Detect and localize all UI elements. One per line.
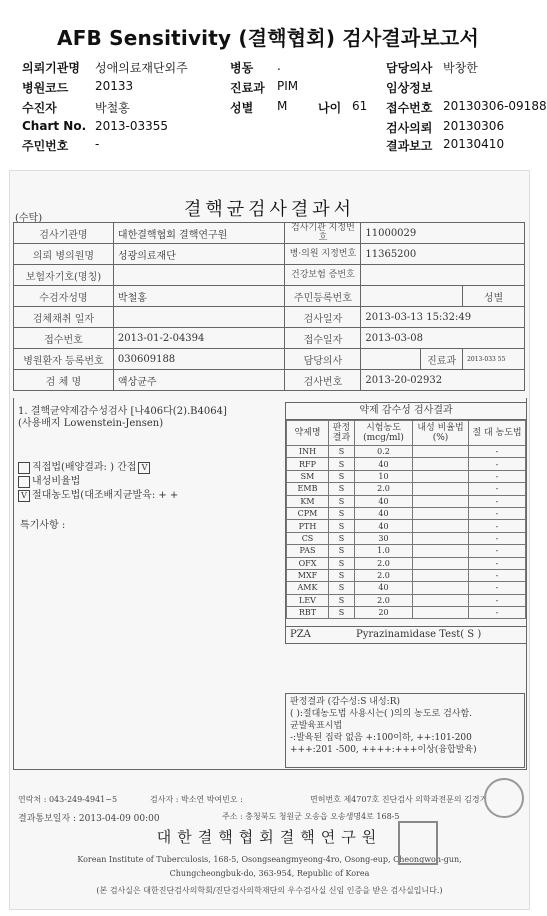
pza-label: PZA [290,629,311,640]
sens-header: 내성 비율법(%) [413,421,469,446]
sensitivity-cell: OFX [287,557,329,569]
official-seal-icon [398,821,438,865]
report-form-table [13,222,525,391]
sensitivity-cell: - [469,520,526,532]
sensitivity-cell: 20 [355,607,413,619]
label-receipt-number: 접수번호 [386,101,433,115]
sensitivity-cell [413,607,469,619]
sensitivity-row [287,569,526,581]
sensitivity-cell: - [469,582,526,594]
org-english-line2: Chungcheongbuk-do, 363-954, Republic of Korea [169,869,370,878]
form-value: 박철홍 [113,286,285,307]
certification-stamp-icon [484,778,524,818]
form-label: 검사기관 지정번호 [285,223,361,244]
sensitivity-cell [413,507,469,519]
sensitivity-cell: S [329,557,355,569]
scanned-report [9,170,530,910]
label-clinical-info: 임상정보 [386,81,433,95]
value-receipt-number: 20130306-09188 [443,99,547,113]
value-chart-no: 2013-03355 [95,119,169,133]
method-absolute-concentration-label: 절대농도법(대조배지균발육: + + [32,490,179,501]
label-hospital-code: 병원코드 [22,81,69,95]
footer-examiner: 검사자 : 박소연 박여빈오 : [150,795,243,804]
form-value [113,307,285,328]
sensitivity-cell: CS [287,532,329,544]
sensitivity-row [287,582,526,594]
certification-note: (본 검사실은 대한진단검사의학회/진단검사의학재단의 우수검사실 신임 인증을 받은 검사실입니다.) [96,886,443,895]
sensitivity-cell: - [469,458,526,470]
checkbox-absolute-concentration: V [18,490,30,502]
sensitivity-cell: - [469,532,526,544]
sensitivity-row [287,520,526,532]
form-value [361,286,463,307]
sensitivity-cell: INH [287,446,329,458]
value-physician: 박창한 [443,61,478,75]
sensitivity-cell: PTH [287,520,329,532]
value-resident-number: - [95,137,100,151]
sensitivity-cell: 2.0 [355,569,413,581]
pza-value: Pyrazinamidase Test( S ) [356,629,482,640]
form-value: 11365200 [361,244,525,265]
form-label: 주민등록번호 [285,286,361,307]
value-patient: 박철홍 [95,101,130,115]
sensitivity-row [287,532,526,544]
form-label: 검사번호 [285,370,361,391]
form-value [361,349,421,370]
form-value: 2013-03-13 15:32:49 [361,307,525,328]
sensitivity-cell [413,582,469,594]
sensitivity-cell: 10 [355,470,413,482]
form-value: 11000029 [361,223,525,244]
sensitivity-cell: - [469,545,526,557]
sensitivity-cell: - [469,569,526,581]
form-value: 액상균주 [113,370,285,391]
value-requesting-institution: 성애의료재단외주 [95,61,188,75]
checkbox-indirect: V [138,462,150,474]
form-label: 검체채취 일자 [14,307,114,328]
sensitivity-cell: 40 [355,495,413,507]
footer-license: 면허번호 제4707호 진단검사 의학과전문의 김경기 [310,795,488,804]
sensitivity-cell: AMK [287,582,329,594]
sensitivity-cell [413,594,469,606]
label-physician: 담당의사 [386,61,433,75]
sensitivity-cell: 40 [355,507,413,519]
sensitivity-row [287,507,526,519]
label-report-date: 결과보고 [386,139,433,153]
form-value: 성광의료재단 [113,244,285,265]
judgement-line: ( ):절대농도법 사용시는( )의의 농도로 검사함. [290,709,473,719]
sensitivity-cell: S [329,458,355,470]
label-resident-number: 주민번호 [22,139,69,153]
sensitivity-cell: CPM [287,507,329,519]
sens-header: 약제명 [287,421,329,446]
sensitivity-cell: - [469,607,526,619]
sensitivity-cell: 2.0 [355,594,413,606]
form-label: 병·의원 지정번호 [285,244,361,265]
judgement-legend [285,693,525,768]
method-direct-label: 직접법(배양결과: ) 간접 [32,462,137,473]
form-label: 검 체 명 [14,370,114,391]
sensitivity-cell [413,446,469,458]
form-label: 의뢰 병의원명 [14,244,114,265]
org-english-line1: Korean Institute of Tuberculosis, 168-5, Osongseangmyeong-4ro, Osong-eup, Cheongwon-gun, [77,855,462,864]
sens-header: 판정 결과 [329,421,355,446]
form-label: 수검자성명 [14,286,114,307]
sensitivity-cell: - [469,470,526,482]
scan-title: 결핵균검사결과서 [183,199,356,220]
form-label: 접수번호 [14,328,114,349]
value-sex: M [277,99,288,113]
org-name: 대한결핵협회결핵연구원 [156,828,383,846]
sensitivity-table [286,420,526,619]
sensitivity-row [287,495,526,507]
sensitivity-table-box [285,402,527,644]
test-medium: (사용배지 Lowenstein-Jensen) [18,418,164,429]
special-notes-label: 특기사항 : [20,520,66,531]
sensitivity-cell [413,545,469,557]
value-department: PIM [277,79,299,93]
test-name: 1. 결핵균약제감수성검사 [나406다(2).B4064] [18,406,227,417]
sensitivity-cell [413,495,469,507]
sensitivity-caption: 약제 감수성 검사결과 [286,403,526,420]
sensitivity-cell: 2.0 [355,557,413,569]
footer-address: 주소 : 충청북도 청원군 오송읍 오송생명4로 168-5 [222,812,400,821]
form-value [361,265,525,286]
sensitivity-row [287,557,526,569]
sensitivity-cell: S [329,532,355,544]
sensitivity-cell: MXF [287,569,329,581]
sensitivity-cell: SM [287,470,329,482]
receipt-label: (수탁) [15,213,43,224]
sensitivity-cell: S [329,446,355,458]
form-label: 담당의사 [285,349,361,370]
sensitivity-cell: PAS [287,545,329,557]
sensitivity-cell [413,470,469,482]
sensitivity-cell: S [329,520,355,532]
label-sex: 성별 [230,101,254,115]
sensitivity-row [287,458,526,470]
label-ward: 병동 [230,61,254,75]
sensitivity-cell: - [469,483,526,495]
form-value: 2013-033 55 [463,349,525,370]
sensitivity-cell: 40 [355,458,413,470]
sensitivity-cell [413,569,469,581]
form-value: 대한결핵협회 결핵연구원 [113,223,285,244]
value-age: 61 [352,99,368,113]
form-label: 접수일자 [285,328,361,349]
sensitivity-cell: - [469,594,526,606]
sensitivity-cell [413,520,469,532]
sensitivity-cell: 1.0 [355,545,413,557]
sens-header: 절 대 농도법 [469,421,526,446]
label-age: 나이 [318,101,342,115]
sensitivity-cell: S [329,569,355,581]
value-report-date: 20130410 [443,137,505,151]
sensitivity-cell: EMB [287,483,329,495]
form-label: 성별 [463,286,525,307]
value-ward: . [277,59,281,73]
form-value: 030609188 [113,349,285,370]
judgement-line: -:발육된 집락 없음 +:100이하, ++:101-200 [290,733,472,743]
sensitivity-row [287,545,526,557]
footer-report-date: 결과통보일자 : 2013-04-09 00:00 [18,814,160,824]
sens-header: 시험농도 (mcg/ml) [355,421,413,446]
form-value: 2013-20-02932 [361,370,525,391]
sensitivity-cell: KM [287,495,329,507]
form-label: 검사일자 [285,307,361,328]
label-chart-no: Chart No. [22,119,87,133]
sensitivity-cell: S [329,594,355,606]
sensitivity-row [287,607,526,619]
form-value: 2013-01-2-04394 [113,328,285,349]
label-request-date: 검사의뢰 [386,121,433,135]
value-request-date: 20130306 [443,119,505,133]
sensitivity-cell: S [329,545,355,557]
label-patient: 수진자 [22,101,57,115]
form-value [113,265,285,286]
sensitivity-row [287,446,526,458]
pza-row [285,626,527,644]
sensitivity-cell: RBT [287,607,329,619]
sensitivity-cell: S [329,495,355,507]
form-label: 진료과 [421,349,463,370]
sensitivity-cell: 40 [355,582,413,594]
sensitivity-cell: - [469,495,526,507]
label-requesting-institution: 의뢰기관명 [22,61,80,75]
sensitivity-row [287,483,526,495]
method-resistance-ratio-label: 내성비율법 [32,476,81,487]
value-hospital-code: 20133 [95,79,134,93]
sensitivity-row [287,470,526,482]
form-label: 검사기관명 [14,223,114,244]
sensitivity-cell: LEV [287,594,329,606]
sensitivity-cell: 0.2 [355,446,413,458]
sensitivity-cell: - [469,446,526,458]
judgement-line: 균발육표시법 [290,721,343,731]
sensitivity-cell: 40 [355,520,413,532]
sensitivity-cell: S [329,582,355,594]
sensitivity-cell [413,483,469,495]
report-title: AFB Sensitivity (결핵협회) 검사결과보고서 [57,26,479,50]
lower-section [13,398,527,770]
sensitivity-cell [413,458,469,470]
sensitivity-cell: - [469,557,526,569]
judgement-line: +++:201 -500, ++++:+++이상(융합발육) [290,745,477,755]
sensitivity-cell: RFP [287,458,329,470]
test-info [18,406,227,430]
sensitivity-cell: S [329,507,355,519]
form-value: 2013-03-08 [361,328,525,349]
sensitivity-cell: - [469,507,526,519]
sensitivity-cell: S [329,470,355,482]
sensitivity-row [287,594,526,606]
label-department: 진료과 [230,81,265,95]
judgement-line: 판정결과 (감수성:S 내성:R) [290,697,400,707]
sensitivity-cell: 30 [355,532,413,544]
sensitivity-cell [413,557,469,569]
sensitivity-cell: 2.0 [355,483,413,495]
sensitivity-cell: S [329,607,355,619]
sensitivity-cell [413,532,469,544]
form-label: 보험자기호(명칭) [14,265,114,286]
sensitivity-cell: S [329,483,355,495]
method-absolute-concentration [18,486,178,502]
form-label: 병원환자 등록번호 [14,349,114,370]
form-label: 건강보험 증번호 [285,265,361,286]
footer-contact: 연락처 : 043-249-4941~5 [18,795,118,804]
